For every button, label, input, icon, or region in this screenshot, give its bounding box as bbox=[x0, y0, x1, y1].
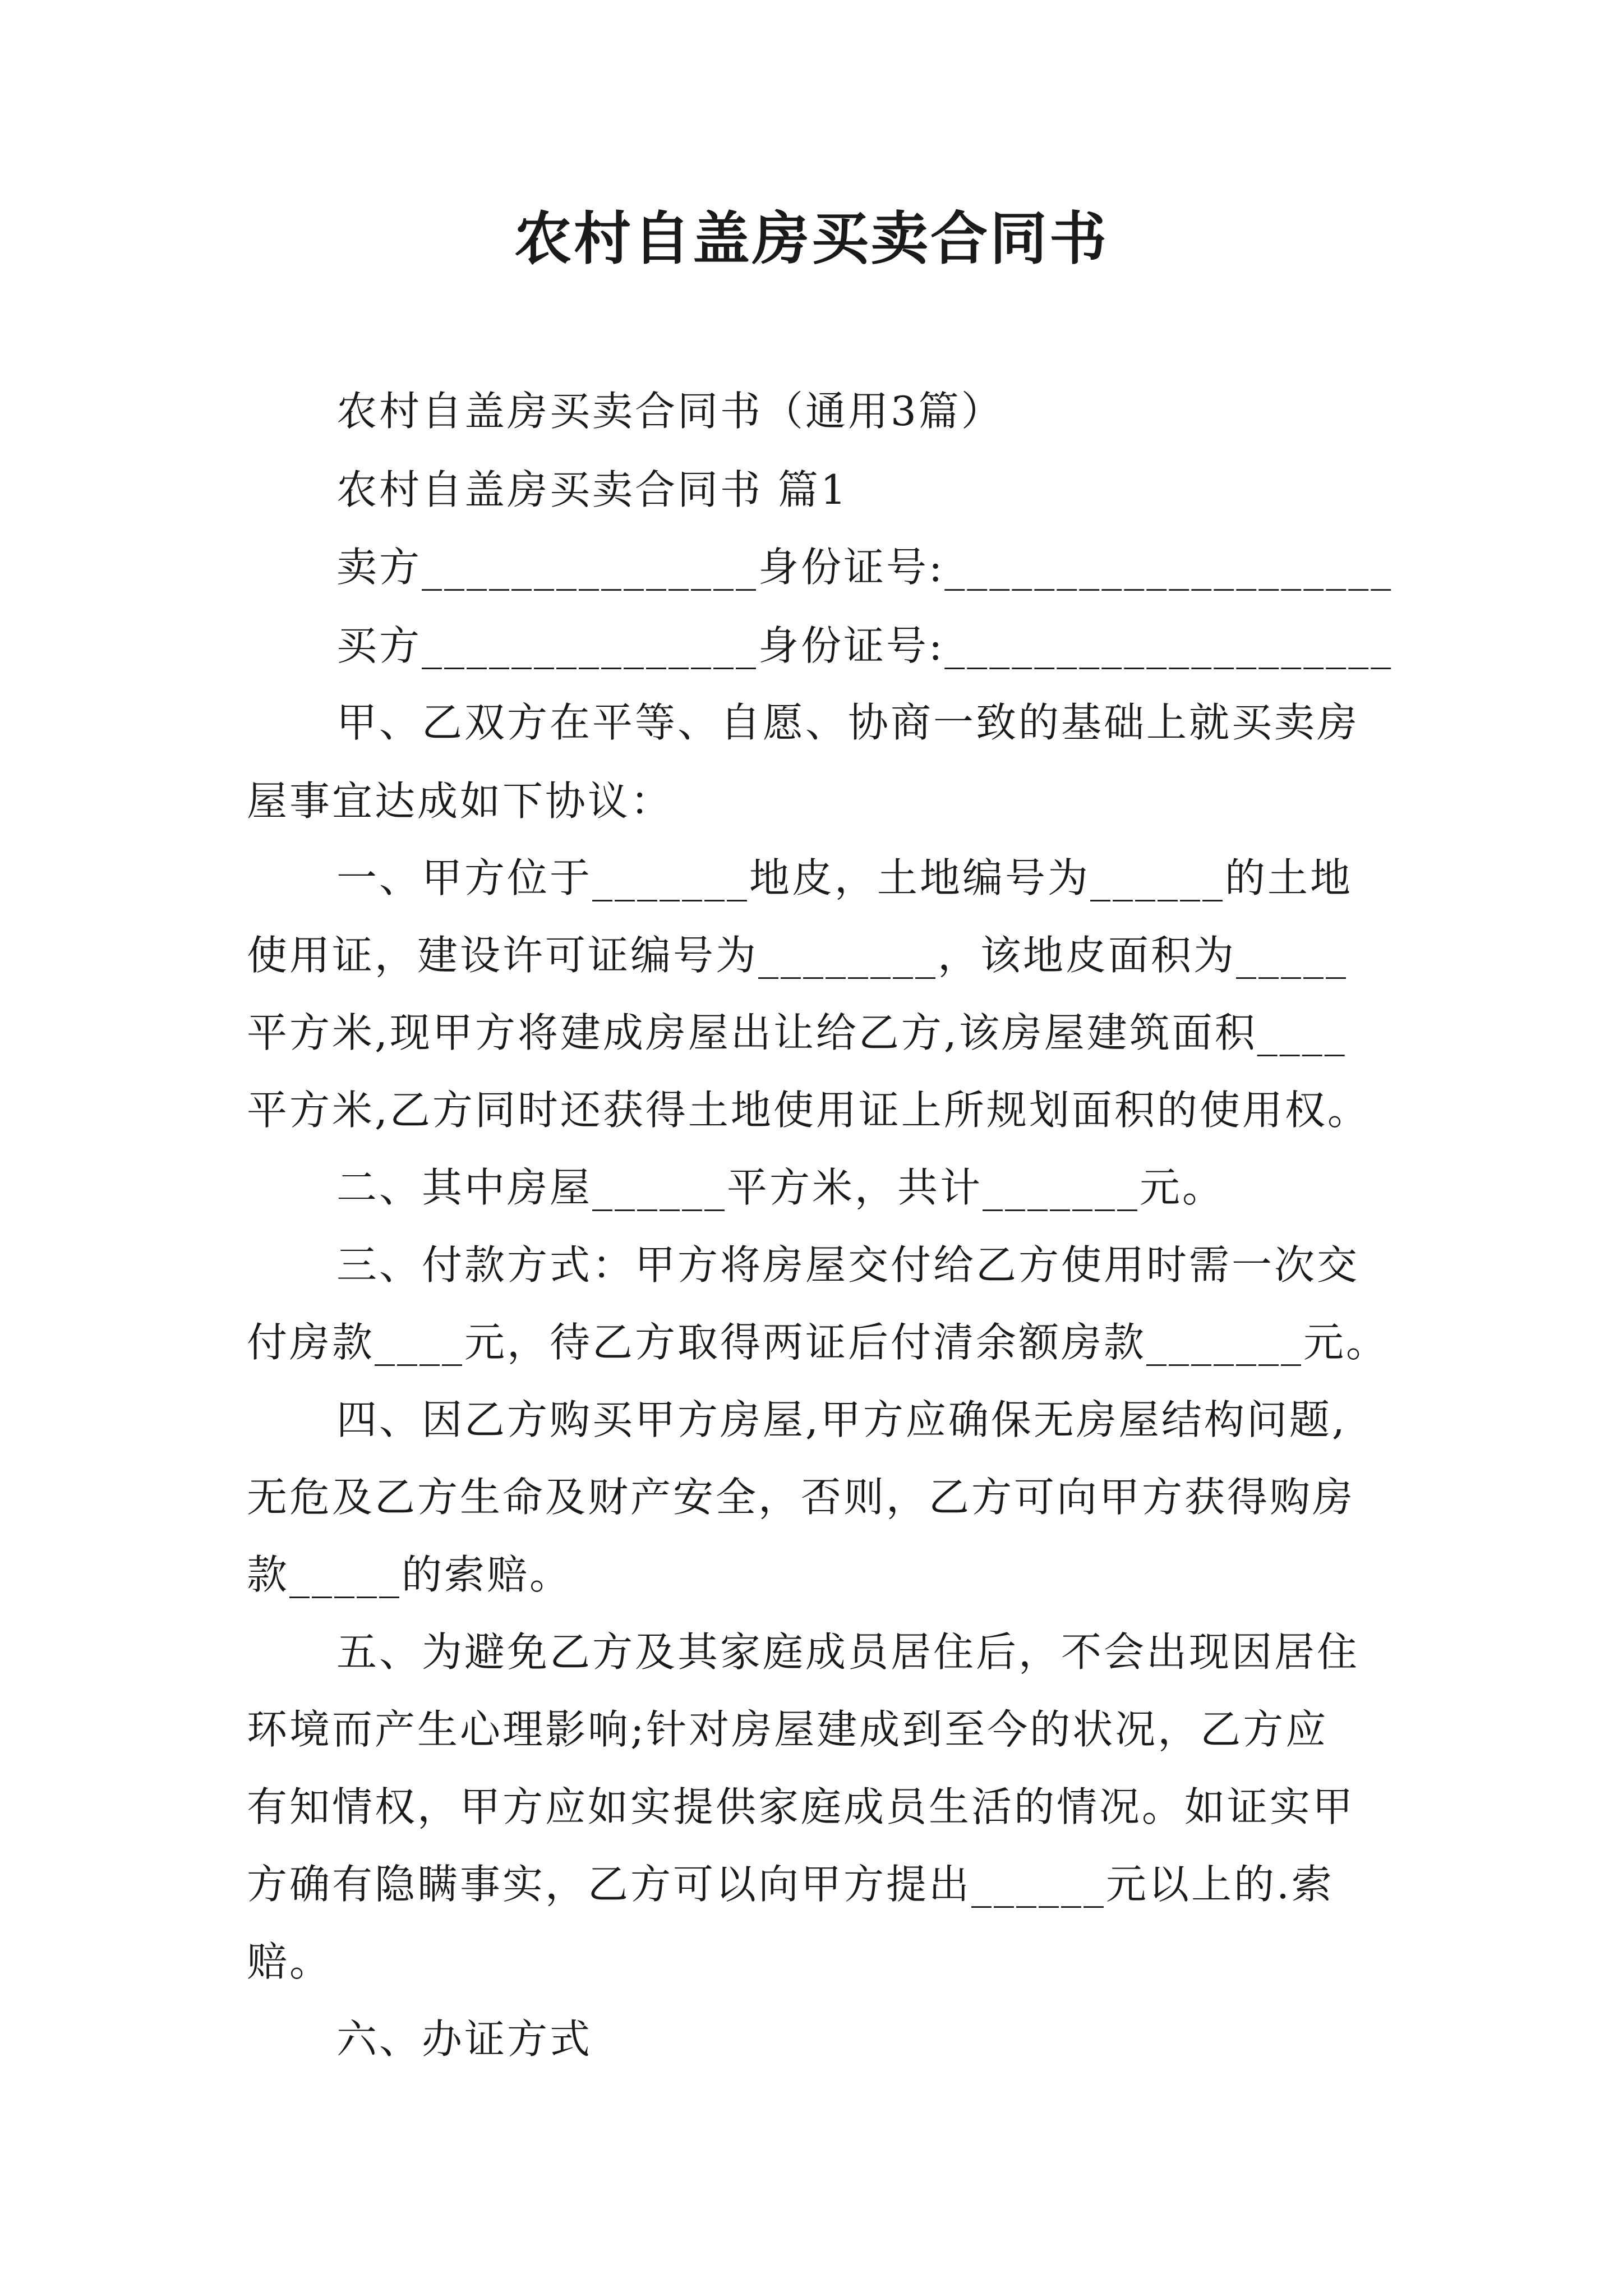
paragraph-line: 使用证，建设许可证编号为________，该地皮面积为_____ bbox=[247, 932, 1349, 979]
paragraph-line: 一、甲方位于_______地皮，土地编号为______的土地 bbox=[336, 854, 1353, 901]
paragraph-line: 五、为避免乙方及其家庭成员居住后，不会出现因居住 bbox=[336, 1628, 1360, 1676]
seller-line: 卖方_______________身份证号:____________________ bbox=[336, 544, 1394, 591]
paragraph-line: 平方米,乙方同时还获得土地使用证上所规划面积的使用权。 bbox=[247, 1087, 1370, 1134]
paragraph-line: 平方米,现甲方将建成房屋出让给乙方,该房屋建筑面积____ bbox=[247, 1009, 1347, 1056]
buyer-line: 买方_______________身份证号:____________________ bbox=[336, 622, 1394, 669]
section-heading: 六、办证方式 bbox=[336, 2016, 593, 2063]
document-title: 农村自盖房买卖合同书 bbox=[514, 205, 1109, 273]
paragraph-line: 甲、乙双方在平等、自愿、协商一致的基础上就买卖房 bbox=[336, 699, 1360, 746]
paragraph-line: 款_____的索赔。 bbox=[247, 1551, 573, 1598]
subtitle-line: 农村自盖房买卖合同书（通用3篇） bbox=[336, 388, 1004, 435]
section-heading: 农村自盖房买卖合同书 篇1 bbox=[336, 466, 849, 513]
paragraph-line: 付房款____元，待乙方取得两证后付清余额房款_______元。 bbox=[247, 1319, 1389, 1366]
paragraph-line: 二、其中房屋______平方米，共计_______元。 bbox=[336, 1164, 1225, 1211]
paragraph-line: 环境而产生心理影响;针对房屋建成到至今的状况，乙方应 bbox=[247, 1706, 1329, 1753]
paragraph-line: 方确有隐瞒事实，乙方可以向甲方提出______元以上的.索 bbox=[247, 1861, 1334, 1908]
paragraph-line: 三、付款方式：甲方将房屋交付给乙方使用时需一次交 bbox=[336, 1241, 1360, 1289]
paragraph-line: 无危及乙方生命及财产安全，否则，乙方可向甲方获得购房 bbox=[247, 1474, 1355, 1521]
paragraph-line: 有知情权，甲方应如实提供家庭成员生活的情况。如证实甲 bbox=[247, 1783, 1355, 1830]
paragraph-line: 屋事宜达成如下协议： bbox=[247, 777, 674, 825]
paragraph-line: 四、因乙方购买甲方房屋,甲方应确保无房屋结构问题, bbox=[336, 1396, 1347, 1443]
paragraph-line: 赔。 bbox=[247, 1938, 333, 1985]
